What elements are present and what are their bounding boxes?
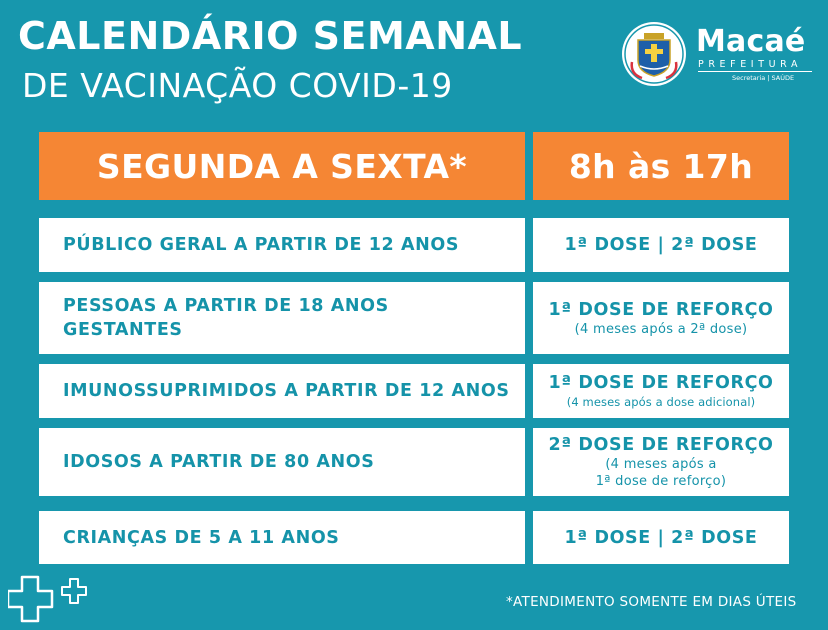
dose-note-secondary: 1ª dose de reforço) (595, 474, 727, 489)
table-row-group (39, 364, 525, 418)
group-label: PÚBLICO GERAL A PARTIR DE 12 ANOS (63, 235, 460, 255)
table-row-dose (533, 364, 789, 418)
table-row-dose (533, 428, 789, 496)
municipal-seal-icon (622, 22, 686, 86)
group-label: IMUNOSSUPRIMIDOS A PARTIR DE 12 ANOS (63, 381, 510, 401)
table-row-dose (533, 511, 789, 564)
logo-divider (698, 71, 812, 72)
logo-secretaria: Secretaria | SAÚDE (732, 74, 795, 82)
dose-note: (4 meses após a 2ª dose) (574, 321, 748, 337)
group-label: IDOSOS A PARTIR DE 80 ANOS (63, 452, 375, 472)
table-row-group (39, 282, 525, 354)
logo-subtitle: PREFEITURA (698, 59, 803, 70)
dose-label: 2ª DOSE DE REFORÇO (548, 435, 774, 455)
group-label-secondary: GESTANTES (63, 320, 183, 340)
page-title: CALENDÁRIO SEMANAL (18, 14, 523, 58)
dose-note: (4 meses após a dose adicional) (566, 394, 756, 409)
logo-name: Macaé (696, 24, 806, 59)
dose-label: 1ª DOSE DE REFORÇO (548, 372, 774, 393)
dose-label: 1ª DOSE DE REFORÇO (548, 299, 774, 320)
table-row-group (39, 218, 525, 272)
group-label: PESSOAS A PARTIR DE 18 ANOS (63, 296, 389, 316)
table-row-dose (533, 282, 789, 354)
schedule-days-header: SEGUNDA A SEXTA* (39, 132, 525, 200)
group-label: CRIANÇAS DE 5 A 11 ANOS (63, 527, 340, 548)
table-row-group (39, 428, 525, 496)
footer-note: *ATENDIMENTO SOMENTE EM DIAS ÚTEIS (506, 594, 797, 610)
dose-label: 1ª DOSE | 2ª DOSE (564, 235, 758, 255)
page-subtitle: DE VACINAÇÃO COVID-19 (22, 66, 453, 105)
dose-label: 1ª DOSE | 2ª DOSE (564, 527, 758, 548)
dose-note: (4 meses após a (605, 457, 717, 472)
schedule-hours-header: 8h às 17h (533, 132, 789, 200)
prefeitura-logo (622, 22, 818, 88)
table-row-group (39, 511, 525, 564)
plus-crosses-icon (8, 575, 92, 629)
table-row-dose (533, 218, 789, 272)
